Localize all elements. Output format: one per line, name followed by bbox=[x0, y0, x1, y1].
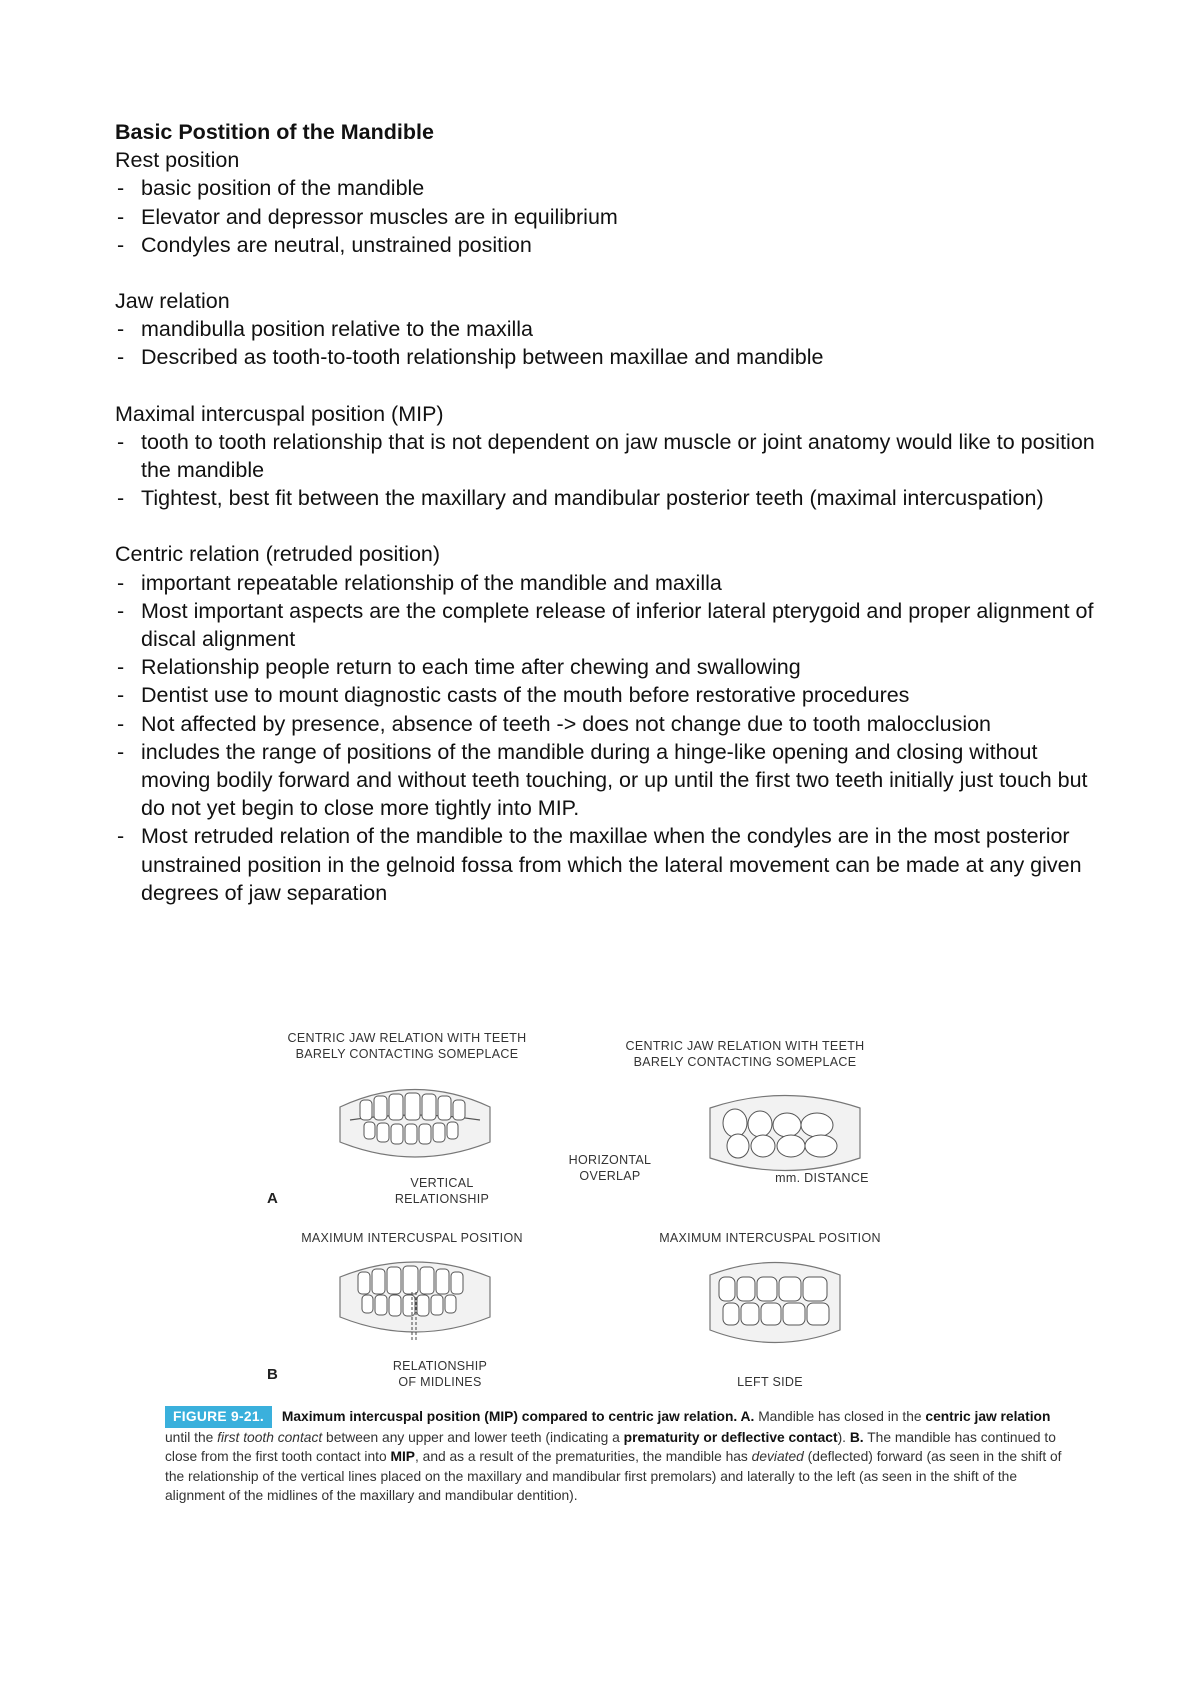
section bbox=[115, 400, 1105, 513]
horizontal-overlap-label: HORIZONTAL OVERLAP bbox=[568, 1153, 652, 1183]
bullet-item: - important repeatable relationship of the mandible and maxilla bbox=[115, 569, 1105, 597]
caption-text-7: (deflected) forward (as seen in the shift of the relationship of the vertical lines placed on the maxillary and mandibular first premolars) and laterally to the left (as seen in the shift of the alignment of the midlines of the maxillary and mandibular dentition). bbox=[165, 1449, 1062, 1503]
caption-text-4: ). bbox=[837, 1429, 850, 1445]
panel-b-left-title: MAXIMUM INTERCUSPAL POSITION bbox=[301, 1231, 523, 1245]
section-title: Maximal intercuspal position (MIP) bbox=[115, 401, 444, 426]
panel-letter-b: B bbox=[267, 1366, 278, 1383]
bullet-item: - tooth to tooth relationship that is not dependent on jaw muscle or joint anatomy would like to position the mandible bbox=[115, 428, 1105, 484]
section-title: Jaw relation bbox=[115, 289, 230, 314]
front-teeth-sketch-a bbox=[330, 1072, 500, 1172]
section bbox=[115, 146, 1105, 259]
caption-text-2: until the bbox=[165, 1429, 218, 1445]
bullet-list bbox=[115, 315, 1105, 371]
side-teeth-sketch-a bbox=[705, 1088, 865, 1178]
bullet-item: - Relationship people return to each time after chewing and swallowing bbox=[115, 653, 1105, 681]
relationship-of-midlines-label: RELATIONSHIP OF MIDLINES bbox=[392, 1359, 488, 1389]
bullet-item: - Tightest, best fit between the maxillary and mandibular posterior teeth (maximal intercuspation) bbox=[115, 484, 1105, 512]
bullet-item: - includes the range of positions of the mandible during a hinge-like opening and closing without moving bodily forward and without teeth touching, or up until the first two teeth initially just touch but do not yet begin to close more tightly into MIP. bbox=[115, 738, 1105, 823]
figure-number-tag: FIGURE 9-21. bbox=[165, 1406, 272, 1428]
bullet-item: - mandibulla position relative to the maxilla bbox=[115, 315, 1105, 343]
panel-a-left-title: CENTRIC JAW RELATION WITH TEETH BARELY CONTACTING SOMEPLACE bbox=[287, 1031, 527, 1061]
mm-distance-label: mm. DISTANCE bbox=[775, 1171, 869, 1185]
caption-italic-ftc: first tooth contact bbox=[217, 1429, 323, 1445]
section bbox=[115, 540, 1105, 907]
section-title: Rest position bbox=[115, 148, 240, 173]
caption-text-3: between any upper and lower teeth (indicating a bbox=[322, 1429, 624, 1445]
bullet-item: - Condyles are neutral, unstrained position bbox=[115, 231, 1105, 259]
bullet-item: - Most important aspects are the complete release of inferior lateral pterygoid and proper alignment of discal alignment bbox=[115, 597, 1105, 653]
caption-bold-cjr: centric jaw relation bbox=[925, 1409, 1051, 1424]
bullet-item: - Dentist use to mount diagnostic casts of the mouth before restorative procedures bbox=[115, 681, 1105, 709]
figure-caption bbox=[165, 1406, 1065, 1506]
bullet-list bbox=[115, 428, 1105, 513]
panel-b-right-title: MAXIMUM INTERCUSPAL POSITION bbox=[659, 1231, 881, 1245]
left-side-label: LEFT SIDE bbox=[737, 1375, 803, 1389]
bullet-list bbox=[115, 569, 1105, 907]
panel-letter-a: A bbox=[267, 1190, 278, 1207]
caption-text-5: The mandible has continued to close from the first tooth contact into bbox=[165, 1429, 1056, 1464]
panel-a-right-title: CENTRIC JAW RELATION WITH TEETH BARELY CONTACTING SOMEPLACE bbox=[625, 1039, 865, 1069]
caption-bold-prematurity: prematurity or deflective contact bbox=[623, 1429, 838, 1445]
bullet-list bbox=[115, 174, 1105, 259]
front-teeth-sketch-b bbox=[330, 1252, 500, 1342]
bullet-item: - Most retruded relation of the mandible to the maxillae when the condyles are in the most posterior unstrained position in the gelnoid fossa from which the lateral movement can be made at any given degrees of jaw separation bbox=[115, 822, 1105, 907]
bullet-item: - Elevator and depressor muscles are in equilibrium bbox=[115, 203, 1105, 231]
caption-bold-mip: MIP bbox=[390, 1449, 415, 1464]
section-title: Centric relation (retruded position) bbox=[115, 542, 441, 567]
bullet-item: - Described as tooth-to-tooth relationship between maxillae and mandible bbox=[115, 343, 1105, 371]
section bbox=[115, 287, 1105, 372]
side-teeth-sketch-b bbox=[705, 1255, 845, 1350]
caption-italic-deviated: deviated bbox=[751, 1449, 804, 1464]
caption-text-6: , and as a result of the prematurities, the mandible has bbox=[414, 1449, 752, 1464]
page-heading: Basic Postition of the Mandible bbox=[115, 120, 434, 144]
notes-body bbox=[115, 118, 1105, 935]
caption-title: Maximum intercuspal position (MIP) compared to centric jaw relation. A. bbox=[281, 1409, 755, 1424]
caption-text-1: Mandible has closed in the bbox=[754, 1409, 926, 1424]
sections-container bbox=[115, 146, 1105, 907]
caption-bold-b: B. bbox=[849, 1429, 864, 1445]
bullet-item: - basic position of the mandible bbox=[115, 174, 1105, 202]
bullet-item: - Not affected by presence, absence of teeth -> does not change due to tooth malocclusion bbox=[115, 710, 1105, 738]
vertical-relationship-label: VERTICAL RELATIONSHIP bbox=[394, 1176, 490, 1206]
